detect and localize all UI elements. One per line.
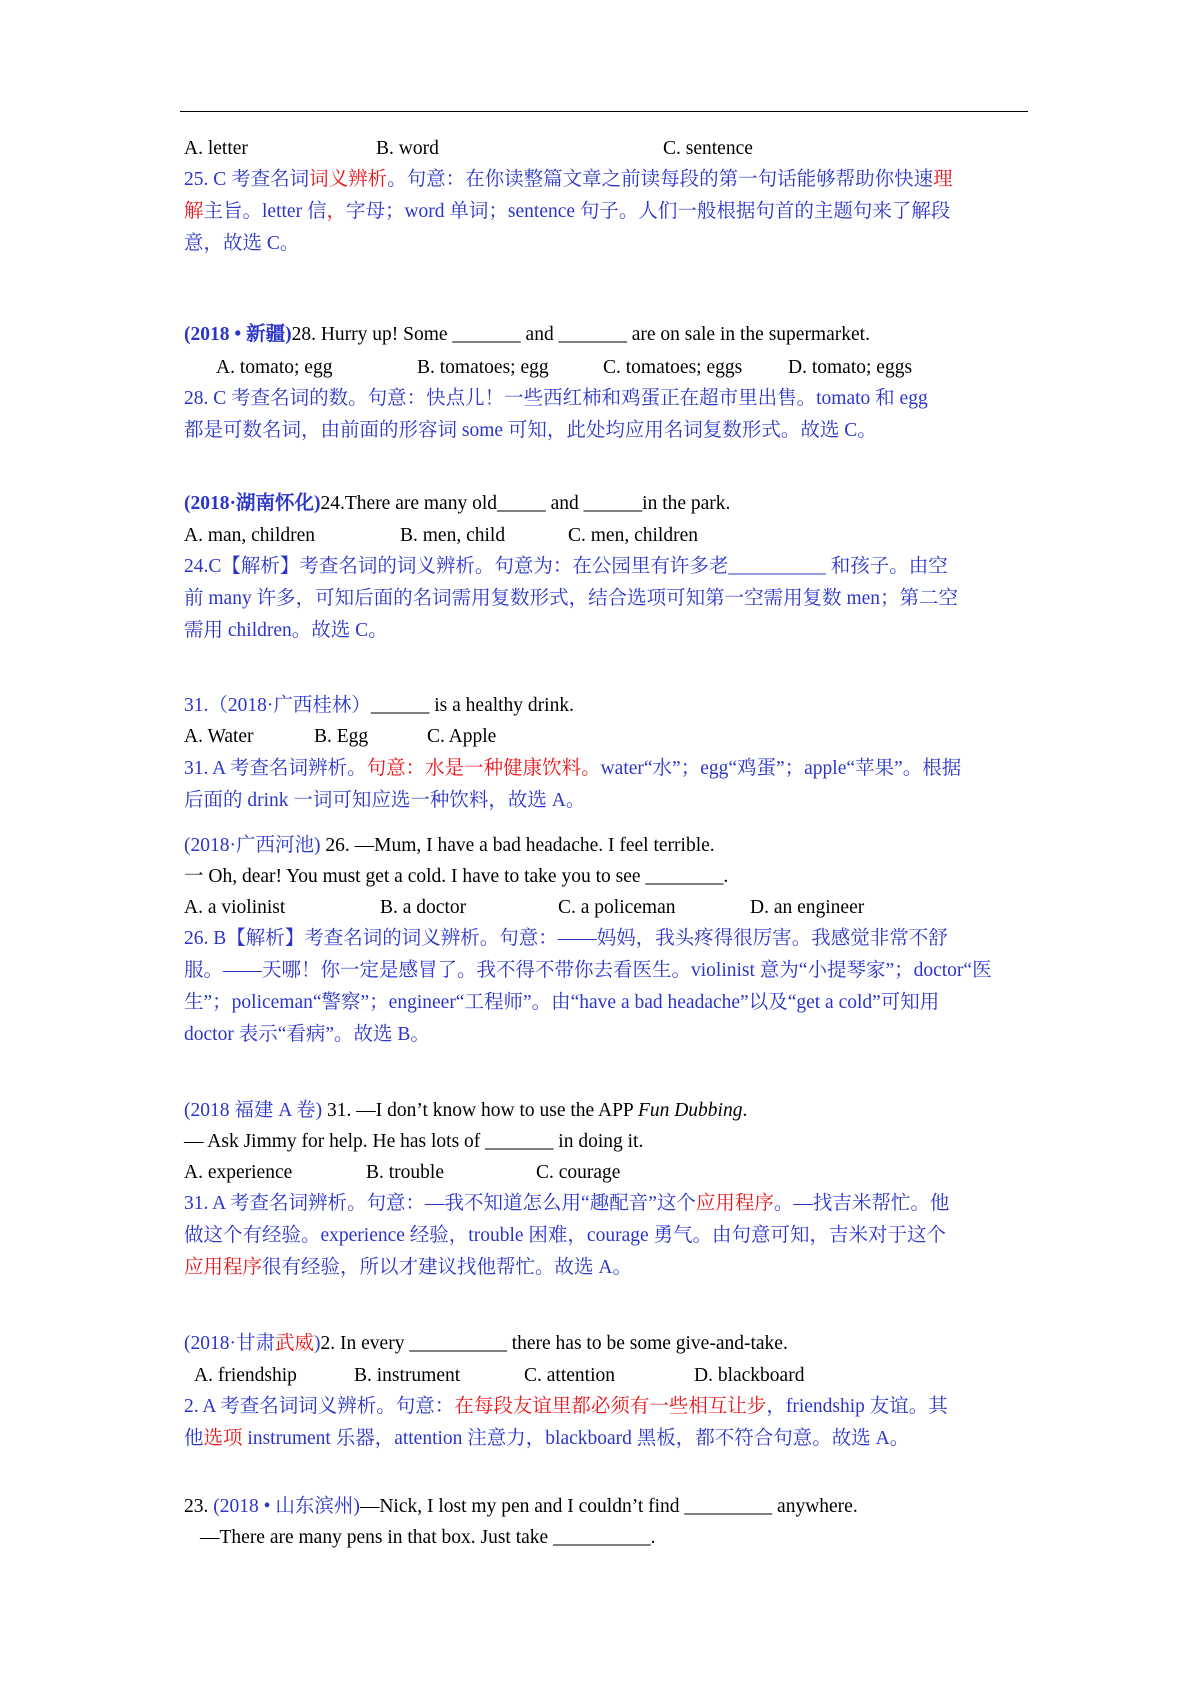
q25-explanation-line-2: 解主旨。letter 信，字母；word 单词；sentence 句子。人们一般根据句首的主题句来了解段 <box>184 201 951 222</box>
q26-option-c: C. a policeman <box>558 897 676 918</box>
q24-source: (2018·湖南怀化) <box>184 493 321 514</box>
q31a-stem: 31.（2018·广西桂林）______ is a healthy drink. <box>184 695 574 716</box>
q26-explanation-line-3: 生”；policeman“警察”；engineer“工程师”。由“have a bad headache”以及“get a cold”可知用 <box>184 992 940 1013</box>
q24-option-c: C. men, children <box>568 525 698 546</box>
q25-option-b: B. word <box>376 138 439 159</box>
q28-option-b: B. tomatoes; egg <box>417 357 549 378</box>
q31a-source: 31.（2018·广西桂林） <box>184 695 371 716</box>
q26-stem: (2018·广西河池) 26. —Mum, I have a bad headache. I feel terrible. <box>184 835 715 856</box>
q31a-option-b: B. Egg <box>314 726 369 747</box>
app-name: Fun Dubbing <box>637 1100 743 1121</box>
q31b-stem: (2018 福建 A 卷) 31. —I don’t know how to use the APP Fun Dubbing. <box>184 1100 748 1121</box>
q2-options <box>184 1360 1034 1392</box>
q24-explanation-line-1: 24.C【解析】考查名词的词义辨析。句意为：在公园里有许多老__________ 和孩子。由空 <box>184 556 948 577</box>
q2-option-c: C. attention <box>524 1365 615 1386</box>
q24-stem: (2018·湖南怀化)24.There are many old_____ and ______in the park. <box>184 493 731 514</box>
q31b-explanation-line-2: 做这个有经验。experience 经验，trouble 困难，courage 勇气。由句意可知，吉米对于这个 <box>184 1225 947 1246</box>
q24-explanation-line-3: 需用 children。故选 C。 <box>184 620 388 641</box>
q31b-stem-line-2: — Ask Jimmy for help. He has lots of _______ in doing it. <box>184 1131 644 1152</box>
q2-option-b: B. instrument <box>354 1365 461 1386</box>
q31a-options <box>184 721 1034 753</box>
q26-explanation-line-1: 26. B【解析】考查名词的词义辨析。句意：——妈妈，我头疼得很厉害。我感觉非常不舒 <box>184 928 948 949</box>
q2-option-a: A. friendship <box>194 1365 297 1386</box>
q25-options <box>184 133 1034 165</box>
q28-stem: (2018 • 新疆)28. Hurry up! Some _______ and _______ are on sale in the supermarket. <box>184 324 870 345</box>
q23-source: (2018 • 山东滨州) <box>213 1496 360 1517</box>
header-rule <box>180 111 1028 112</box>
q24-option-a: A. man, children <box>184 525 316 546</box>
q28-explanation-line-1: 28. C 考查名词的数。句意：快点儿！一些西红柿和鸡蛋正在超市里出售。tomato 和 egg <box>184 388 928 409</box>
q23-stem-line-2: —There are many pens in that box. Just take __________. <box>200 1527 656 1548</box>
q26-explanation-line-4: doctor 表示“看病”。故选 B。 <box>184 1024 430 1045</box>
q28-explanation-line-2: 都是可数名词，由前面的形容词 some 可知，此处均应用名词复数形式。故选 C。 <box>184 420 877 441</box>
q31b-explanation-line-3: 应用程序很有经验，所以才建议找他帮忙。故选 A。 <box>184 1257 632 1278</box>
q28-options <box>184 352 1034 384</box>
q24-explanation-line-2: 前 many 许多，可知后面的名词需用复数形式，结合选项可知第一空需用复数 men；第二空 <box>184 588 959 609</box>
q31b-source: (2018 福建 A 卷) <box>184 1100 323 1121</box>
q31b-option-c: C. courage <box>536 1162 621 1183</box>
q26-option-b: B. a doctor <box>380 897 467 918</box>
q2-source: (2018·甘肃武威) <box>184 1333 321 1354</box>
q2-option-d: D. blackboard <box>694 1365 805 1386</box>
q26-option-a: A. a violinist <box>184 897 286 918</box>
q31a-explanation-line-1: 31. A 考查名词辨析。句意：水是一种健康饮料。water“水”；egg“鸡蛋”；apple“苹果”。根据 <box>184 758 962 779</box>
q28-option-c: C. tomatoes; eggs <box>603 357 743 378</box>
q24-option-b: B. men, child <box>400 525 506 546</box>
q25-option-a: A. letter <box>184 138 248 159</box>
q26-stem-line-2: 一 Oh, dear! You must get a cold. I have to take you to see ________. <box>184 866 729 887</box>
q26-options <box>184 892 1034 924</box>
q31b-option-a: A. experience <box>184 1162 293 1183</box>
q25-option-c: C. sentence <box>663 138 753 159</box>
q2-explanation-line-1: 2. A 考查名词词义辨析。句意：在每段友谊里都必须有一些相互让步，friendship 友谊。其 <box>184 1396 948 1417</box>
q26-explanation-line-2: 服。——天哪！你一定是感冒了。我不得不带你去看医生。violinist 意为“小提琴家”；doctor“医 <box>184 960 992 981</box>
q25-explanation-line-1: 25. C 考查名词词义辨析。句意：在你读整篇文章之前读每段的第一句话能够帮助你快速理 <box>184 169 953 190</box>
q31b-option-b: B. trouble <box>366 1162 444 1183</box>
q26-option-d: D. an engineer <box>750 897 865 918</box>
q31a-option-a: A. Water <box>184 726 254 747</box>
q2-stem: (2018·甘肃武威)2. In every __________ there has to be some give-and-take. <box>184 1333 788 1354</box>
q26-source: (2018·广西河池) <box>184 835 321 856</box>
q23-stem: 23. (2018 • 山东滨州)—Nick, I lost my pen and I couldn’t find _________ anywhere. <box>184 1496 858 1517</box>
q2-explanation-line-2: 他选项 instrument 乐器，attention 注意力，blackboard 黑板，都不符合句意。故选 A。 <box>184 1428 910 1449</box>
q24-options <box>184 520 1034 552</box>
q28-source: (2018 • 新疆) <box>184 324 292 345</box>
q31a-option-c: C. Apple <box>427 726 497 747</box>
q31b-options <box>184 1157 1034 1189</box>
q31a-explanation-line-2: 后面的 drink 一词可知应选一种饮料，故选 A。 <box>184 790 586 811</box>
q25-explanation-line-3: 意，故选 C。 <box>184 233 300 254</box>
q31b-explanation-line-1: 31. A 考查名词辨析。句意：—我不知道怎么用“趣配音”这个应用程序。—找吉米帮忙。他 <box>184 1193 950 1214</box>
q28-option-d: D. tomato; eggs <box>788 357 913 378</box>
q28-option-a: A. tomato; egg <box>216 357 333 378</box>
